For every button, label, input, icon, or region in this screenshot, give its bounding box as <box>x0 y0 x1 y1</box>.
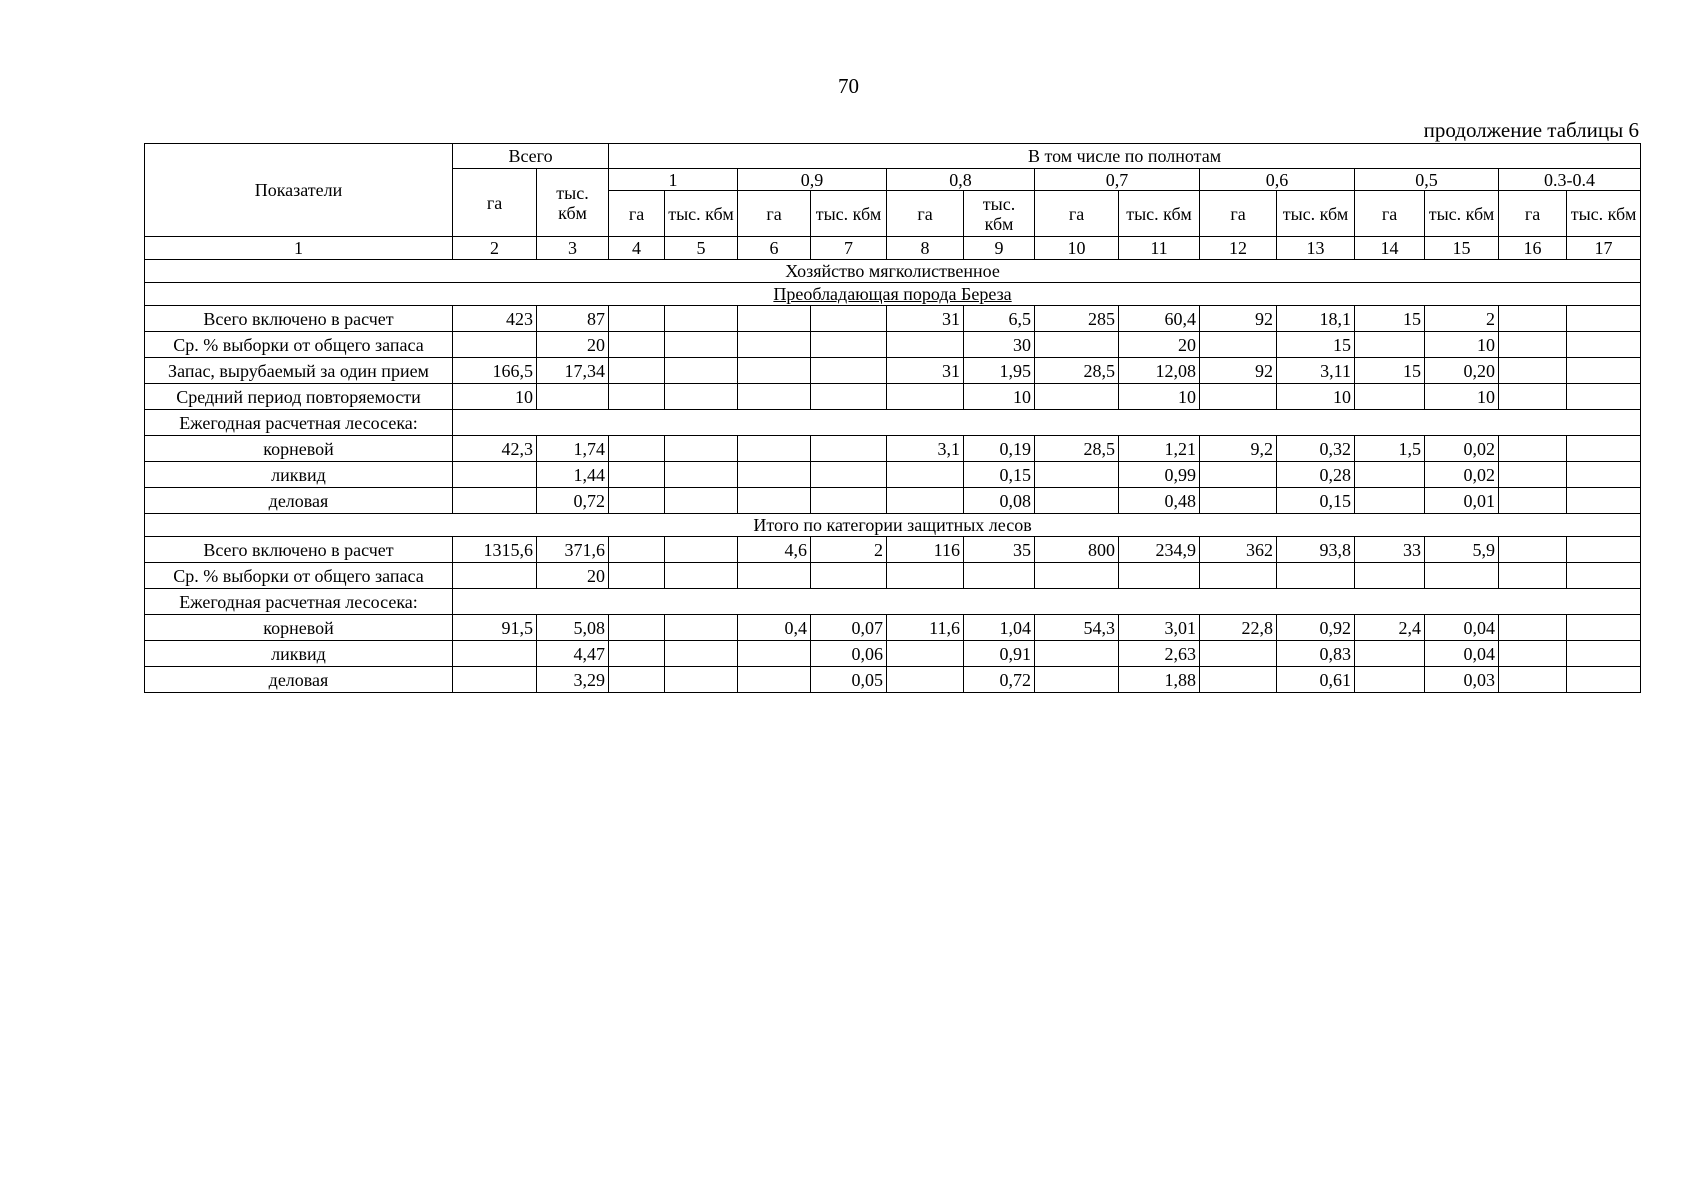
table-cell <box>1200 332 1277 358</box>
header-unit-ha: га <box>738 191 811 237</box>
column-number: 2 <box>453 237 537 260</box>
column-number: 12 <box>1200 237 1277 260</box>
header-unit-kbm: тыс. кбм <box>1119 191 1200 237</box>
column-number: 11 <box>1119 237 1200 260</box>
table-cell <box>1499 306 1567 332</box>
table-cell <box>609 641 665 667</box>
table-cell <box>1277 563 1355 589</box>
table-cell: 2 <box>811 537 887 563</box>
table-cell <box>811 332 887 358</box>
table-cell <box>1567 488 1641 514</box>
table-cell <box>887 667 964 693</box>
column-number: 16 <box>1499 237 1567 260</box>
table-cell <box>1355 488 1425 514</box>
table-cell: 1,74 <box>537 436 609 462</box>
row-label: корневой <box>145 615 453 641</box>
table-cell <box>1499 563 1567 589</box>
table-cell: 2,4 <box>1355 615 1425 641</box>
table-cell: 0,99 <box>1119 462 1200 488</box>
section-species-title <box>145 283 1641 306</box>
header-unit-ha: га <box>1200 191 1277 237</box>
section-total-title: Итого по категории защитных лесов <box>145 514 1641 537</box>
table-row <box>145 667 1641 693</box>
column-number: 10 <box>1035 237 1119 260</box>
table-cell <box>887 384 964 410</box>
table-cell: 0,32 <box>1277 436 1355 462</box>
row-label: ликвид <box>145 462 453 488</box>
table-cell <box>1035 384 1119 410</box>
table-cell: 11,6 <box>887 615 964 641</box>
table-cell <box>738 358 811 384</box>
table-cell <box>537 384 609 410</box>
table-cell <box>665 436 738 462</box>
table-cell <box>453 667 537 693</box>
table-cell <box>1425 563 1499 589</box>
table-cell <box>811 384 887 410</box>
table-cell <box>1200 488 1277 514</box>
table-row <box>145 488 1641 514</box>
column-number: 17 <box>1567 237 1641 260</box>
table-cell: 1,44 <box>537 462 609 488</box>
table-cell <box>665 563 738 589</box>
table-cell: 31 <box>887 306 964 332</box>
table-cell <box>1567 537 1641 563</box>
table-cell: 15 <box>1355 358 1425 384</box>
table-cell: 0,03 <box>1425 667 1499 693</box>
table-cell: 93,8 <box>1277 537 1355 563</box>
table-cell <box>887 563 964 589</box>
table-cell <box>609 358 665 384</box>
header-unit-ha: га <box>1035 191 1119 237</box>
header-unit-ha: га <box>1355 191 1425 237</box>
row-label: корневой <box>145 436 453 462</box>
table-cell <box>609 615 665 641</box>
table-cell: 20 <box>537 563 609 589</box>
table-cell: 2 <box>1425 306 1499 332</box>
table-cell: 22,8 <box>1200 615 1277 641</box>
row-label: ликвид <box>145 641 453 667</box>
table-cell: 0,06 <box>811 641 887 667</box>
table-row <box>145 384 1641 410</box>
table-cell: 234,9 <box>1119 537 1200 563</box>
table-cell: 10 <box>1425 332 1499 358</box>
table-cell: 10 <box>1119 384 1200 410</box>
table-row <box>145 537 1641 563</box>
table-cell <box>453 488 537 514</box>
table-cell <box>1200 563 1277 589</box>
table-cell <box>1035 462 1119 488</box>
table-cell: 20 <box>537 332 609 358</box>
table-cell: 3,29 <box>537 667 609 693</box>
table-cell: 28,5 <box>1035 436 1119 462</box>
row-label: Средний период повторяемости <box>145 384 453 410</box>
table-cell: 4,6 <box>738 537 811 563</box>
table-cell <box>609 462 665 488</box>
column-number: 4 <box>609 237 665 260</box>
table-cell <box>1499 384 1567 410</box>
table-cell: 371,6 <box>537 537 609 563</box>
table-cell <box>1567 462 1641 488</box>
page-number: 70 <box>838 74 859 98</box>
table-cell <box>1200 384 1277 410</box>
table-cell <box>1200 641 1277 667</box>
table-row <box>145 436 1641 462</box>
header-unit-ha: га <box>609 191 665 237</box>
table-cell <box>1567 436 1641 462</box>
table-row <box>145 589 1641 615</box>
table-cell: 15 <box>1277 332 1355 358</box>
table-cell <box>738 462 811 488</box>
table-cell: 9,2 <box>1200 436 1277 462</box>
table-cell <box>811 358 887 384</box>
table-cell <box>453 462 537 488</box>
row-label: деловая <box>145 488 453 514</box>
header-unit-ha: га <box>1499 191 1567 237</box>
table-cell: 10 <box>1425 384 1499 410</box>
header-density: 1 <box>609 169 738 191</box>
table-cell <box>665 488 738 514</box>
row-label: Всего включено в расчет <box>145 537 453 563</box>
table-cell: 0,48 <box>1119 488 1200 514</box>
table-cell <box>1499 332 1567 358</box>
table-cell <box>665 358 738 384</box>
table-cell: 3,01 <box>1119 615 1200 641</box>
table-row <box>145 358 1641 384</box>
table-cell <box>665 615 738 641</box>
table-cell <box>1499 488 1567 514</box>
table-cell: 0,72 <box>537 488 609 514</box>
table-cell <box>665 667 738 693</box>
table-cell: 60,4 <box>1119 306 1200 332</box>
table-cell <box>609 488 665 514</box>
column-number: 6 <box>738 237 811 260</box>
table-cell: 0,04 <box>1425 641 1499 667</box>
header-indicators: Показатели <box>145 144 453 237</box>
table-cell: 54,3 <box>1035 615 1119 641</box>
table-cell: 0,91 <box>964 641 1035 667</box>
header-total: Всего <box>453 144 609 169</box>
table-cell: 0,15 <box>964 462 1035 488</box>
table-cell: 1,88 <box>1119 667 1200 693</box>
column-number: 14 <box>1355 237 1425 260</box>
table-cell: 0,20 <box>1425 358 1499 384</box>
table-cell <box>887 641 964 667</box>
table-cell <box>887 462 964 488</box>
table-cell: 4,47 <box>537 641 609 667</box>
table-cell <box>609 332 665 358</box>
table-cell: 0,04 <box>1425 615 1499 641</box>
table-cell <box>1119 563 1200 589</box>
table-cell <box>811 462 887 488</box>
header-unit-ha: га <box>887 191 964 237</box>
header-by-density: В том числе по полнотам <box>609 144 1641 169</box>
table-continuation-label: продолжение таблицы 6 <box>1423 118 1639 142</box>
table-cell: 10 <box>1277 384 1355 410</box>
table-cell-empty <box>453 589 1641 615</box>
table-cell: 3,11 <box>1277 358 1355 384</box>
table-cell: 1,04 <box>964 615 1035 641</box>
table-cell <box>1035 488 1119 514</box>
header-density: 0,8 <box>887 169 1035 191</box>
table-cell: 87 <box>537 306 609 332</box>
table-cell <box>964 563 1035 589</box>
species-title-text: Преобладающая порода Береза <box>773 284 1012 304</box>
table-cell: 800 <box>1035 537 1119 563</box>
table-cell: 28,5 <box>1035 358 1119 384</box>
table-cell <box>1035 641 1119 667</box>
table-cell: 0,07 <box>811 615 887 641</box>
table-cell: 18,1 <box>1277 306 1355 332</box>
table-cell <box>665 384 738 410</box>
table-cell: 0,02 <box>1425 462 1499 488</box>
table-cell: 0,4 <box>738 615 811 641</box>
table-cell: 0,92 <box>1277 615 1355 641</box>
table-cell <box>609 563 665 589</box>
header-density: 0.3-0.4 <box>1499 169 1641 191</box>
table-cell <box>1499 641 1567 667</box>
table-cell <box>609 384 665 410</box>
header-unit-kbm: тыс. кбм <box>665 191 738 237</box>
table-cell <box>665 641 738 667</box>
table-cell <box>1200 462 1277 488</box>
table-cell <box>887 488 964 514</box>
table-cell: 31 <box>887 358 964 384</box>
table-cell: 1315,6 <box>453 537 537 563</box>
table-cell: 91,5 <box>453 615 537 641</box>
column-number: 9 <box>964 237 1035 260</box>
table-cell: 5,9 <box>1425 537 1499 563</box>
row-label: Ср. % выборки от общего запаса <box>145 563 453 589</box>
table-cell <box>1567 332 1641 358</box>
row-label: Ср. % выборки от общего запаса <box>145 332 453 358</box>
table-cell <box>1200 667 1277 693</box>
table-cell: 92 <box>1200 306 1277 332</box>
table-cell <box>811 563 887 589</box>
table-cell <box>1499 358 1567 384</box>
table-cell: 1,95 <box>964 358 1035 384</box>
table-cell-empty <box>453 410 1641 436</box>
table-cell: 15 <box>1355 306 1425 332</box>
header-total-ha: га <box>453 169 537 237</box>
table-cell: 285 <box>1035 306 1119 332</box>
table-cell <box>811 488 887 514</box>
table-cell <box>1499 462 1567 488</box>
column-number: 8 <box>887 237 964 260</box>
column-number: 5 <box>665 237 738 260</box>
table-cell <box>665 462 738 488</box>
table-cell: 30 <box>964 332 1035 358</box>
table-cell: 0,72 <box>964 667 1035 693</box>
table-cell <box>1035 563 1119 589</box>
header-unit-kbm: тыс. кбм <box>1277 191 1355 237</box>
table-cell: 1,21 <box>1119 436 1200 462</box>
table-cell: 35 <box>964 537 1035 563</box>
table-cell <box>1355 462 1425 488</box>
table-cell <box>1567 667 1641 693</box>
table-cell: 166,5 <box>453 358 537 384</box>
table-cell: 0,61 <box>1277 667 1355 693</box>
table-cell <box>738 641 811 667</box>
table-cell: 17,34 <box>537 358 609 384</box>
table-cell: 92 <box>1200 358 1277 384</box>
header-density: 0,9 <box>738 169 887 191</box>
table-cell <box>1355 641 1425 667</box>
table-cell <box>1035 332 1119 358</box>
table-cell: 20 <box>1119 332 1200 358</box>
table-cell <box>665 537 738 563</box>
table-cell <box>1355 332 1425 358</box>
table-cell: 0,02 <box>1425 436 1499 462</box>
table-cell: 3,1 <box>887 436 964 462</box>
table-cell <box>738 384 811 410</box>
table-cell <box>887 332 964 358</box>
column-number: 13 <box>1277 237 1355 260</box>
header-density: 0,7 <box>1035 169 1200 191</box>
table-cell <box>665 332 738 358</box>
table-cell <box>738 667 811 693</box>
table-row <box>145 563 1641 589</box>
row-label: Ежегодная расчетная лесосека: <box>145 410 453 436</box>
table-cell: 6,5 <box>964 306 1035 332</box>
table-cell: 33 <box>1355 537 1425 563</box>
table-cell <box>1499 537 1567 563</box>
table-cell: 12,08 <box>1119 358 1200 384</box>
table-cell <box>1567 358 1641 384</box>
table-cell: 5,08 <box>537 615 609 641</box>
section-farm-title: Хозяйство мягколиственное <box>145 260 1641 283</box>
table-cell <box>1499 436 1567 462</box>
row-label: Запас, вырубаемый за один прием <box>145 358 453 384</box>
table-cell <box>1499 615 1567 641</box>
table-cell <box>738 436 811 462</box>
table-cell <box>738 332 811 358</box>
table-cell: 1,5 <box>1355 436 1425 462</box>
table-cell: 10 <box>453 384 537 410</box>
row-label: деловая <box>145 667 453 693</box>
header-unit-kbm: тыс. кбм <box>811 191 887 237</box>
table-cell <box>1355 667 1425 693</box>
table-cell <box>1567 384 1641 410</box>
table-row <box>145 306 1641 332</box>
column-number: 15 <box>1425 237 1499 260</box>
table-cell <box>609 667 665 693</box>
table-cell <box>1355 563 1425 589</box>
table-cell <box>1499 667 1567 693</box>
header-unit-kbm: тыс. кбм <box>1567 191 1641 237</box>
table-cell <box>453 332 537 358</box>
header-density: 0,6 <box>1200 169 1355 191</box>
table-cell <box>1035 667 1119 693</box>
header-unit-kbm: тыс. кбм <box>1425 191 1499 237</box>
table-cell <box>665 306 738 332</box>
table-cell: 0,83 <box>1277 641 1355 667</box>
column-number: 1 <box>145 237 453 260</box>
table-cell <box>1567 563 1641 589</box>
table-cell: 0,28 <box>1277 462 1355 488</box>
table-cell: 362 <box>1200 537 1277 563</box>
table-cell <box>1567 615 1641 641</box>
table-cell: 116 <box>887 537 964 563</box>
table-cell: 423 <box>453 306 537 332</box>
table-cell <box>453 641 537 667</box>
table-cell <box>1567 306 1641 332</box>
table-cell <box>811 306 887 332</box>
column-number: 3 <box>537 237 609 260</box>
table-cell <box>1355 384 1425 410</box>
table-cell <box>738 563 811 589</box>
table-row <box>145 332 1641 358</box>
table-cell: 42,3 <box>453 436 537 462</box>
table-cell: 0,01 <box>1425 488 1499 514</box>
table-cell <box>1567 641 1641 667</box>
table-cell: 0,15 <box>1277 488 1355 514</box>
table-cell <box>609 436 665 462</box>
forest-allowable-cut-table <box>144 143 1641 693</box>
header-total-kbm: тыс. кбм <box>537 169 609 237</box>
header-density: 0,5 <box>1355 169 1499 191</box>
table-cell: 0,08 <box>964 488 1035 514</box>
table-cell <box>609 306 665 332</box>
table-cell <box>738 306 811 332</box>
row-label: Всего включено в расчет <box>145 306 453 332</box>
table-cell: 0,19 <box>964 436 1035 462</box>
table-cell <box>609 537 665 563</box>
table-cell <box>453 563 537 589</box>
table-row <box>145 615 1641 641</box>
table-cell <box>811 436 887 462</box>
table-row <box>145 462 1641 488</box>
row-label: Ежегодная расчетная лесосека: <box>145 589 453 615</box>
header-unit-kbm: тыс. кбм <box>964 191 1035 237</box>
table-cell: 2,63 <box>1119 641 1200 667</box>
table-row <box>145 410 1641 436</box>
table-cell <box>738 488 811 514</box>
table-cell: 0,05 <box>811 667 887 693</box>
table-cell: 10 <box>964 384 1035 410</box>
column-number: 7 <box>811 237 887 260</box>
table-row <box>145 641 1641 667</box>
